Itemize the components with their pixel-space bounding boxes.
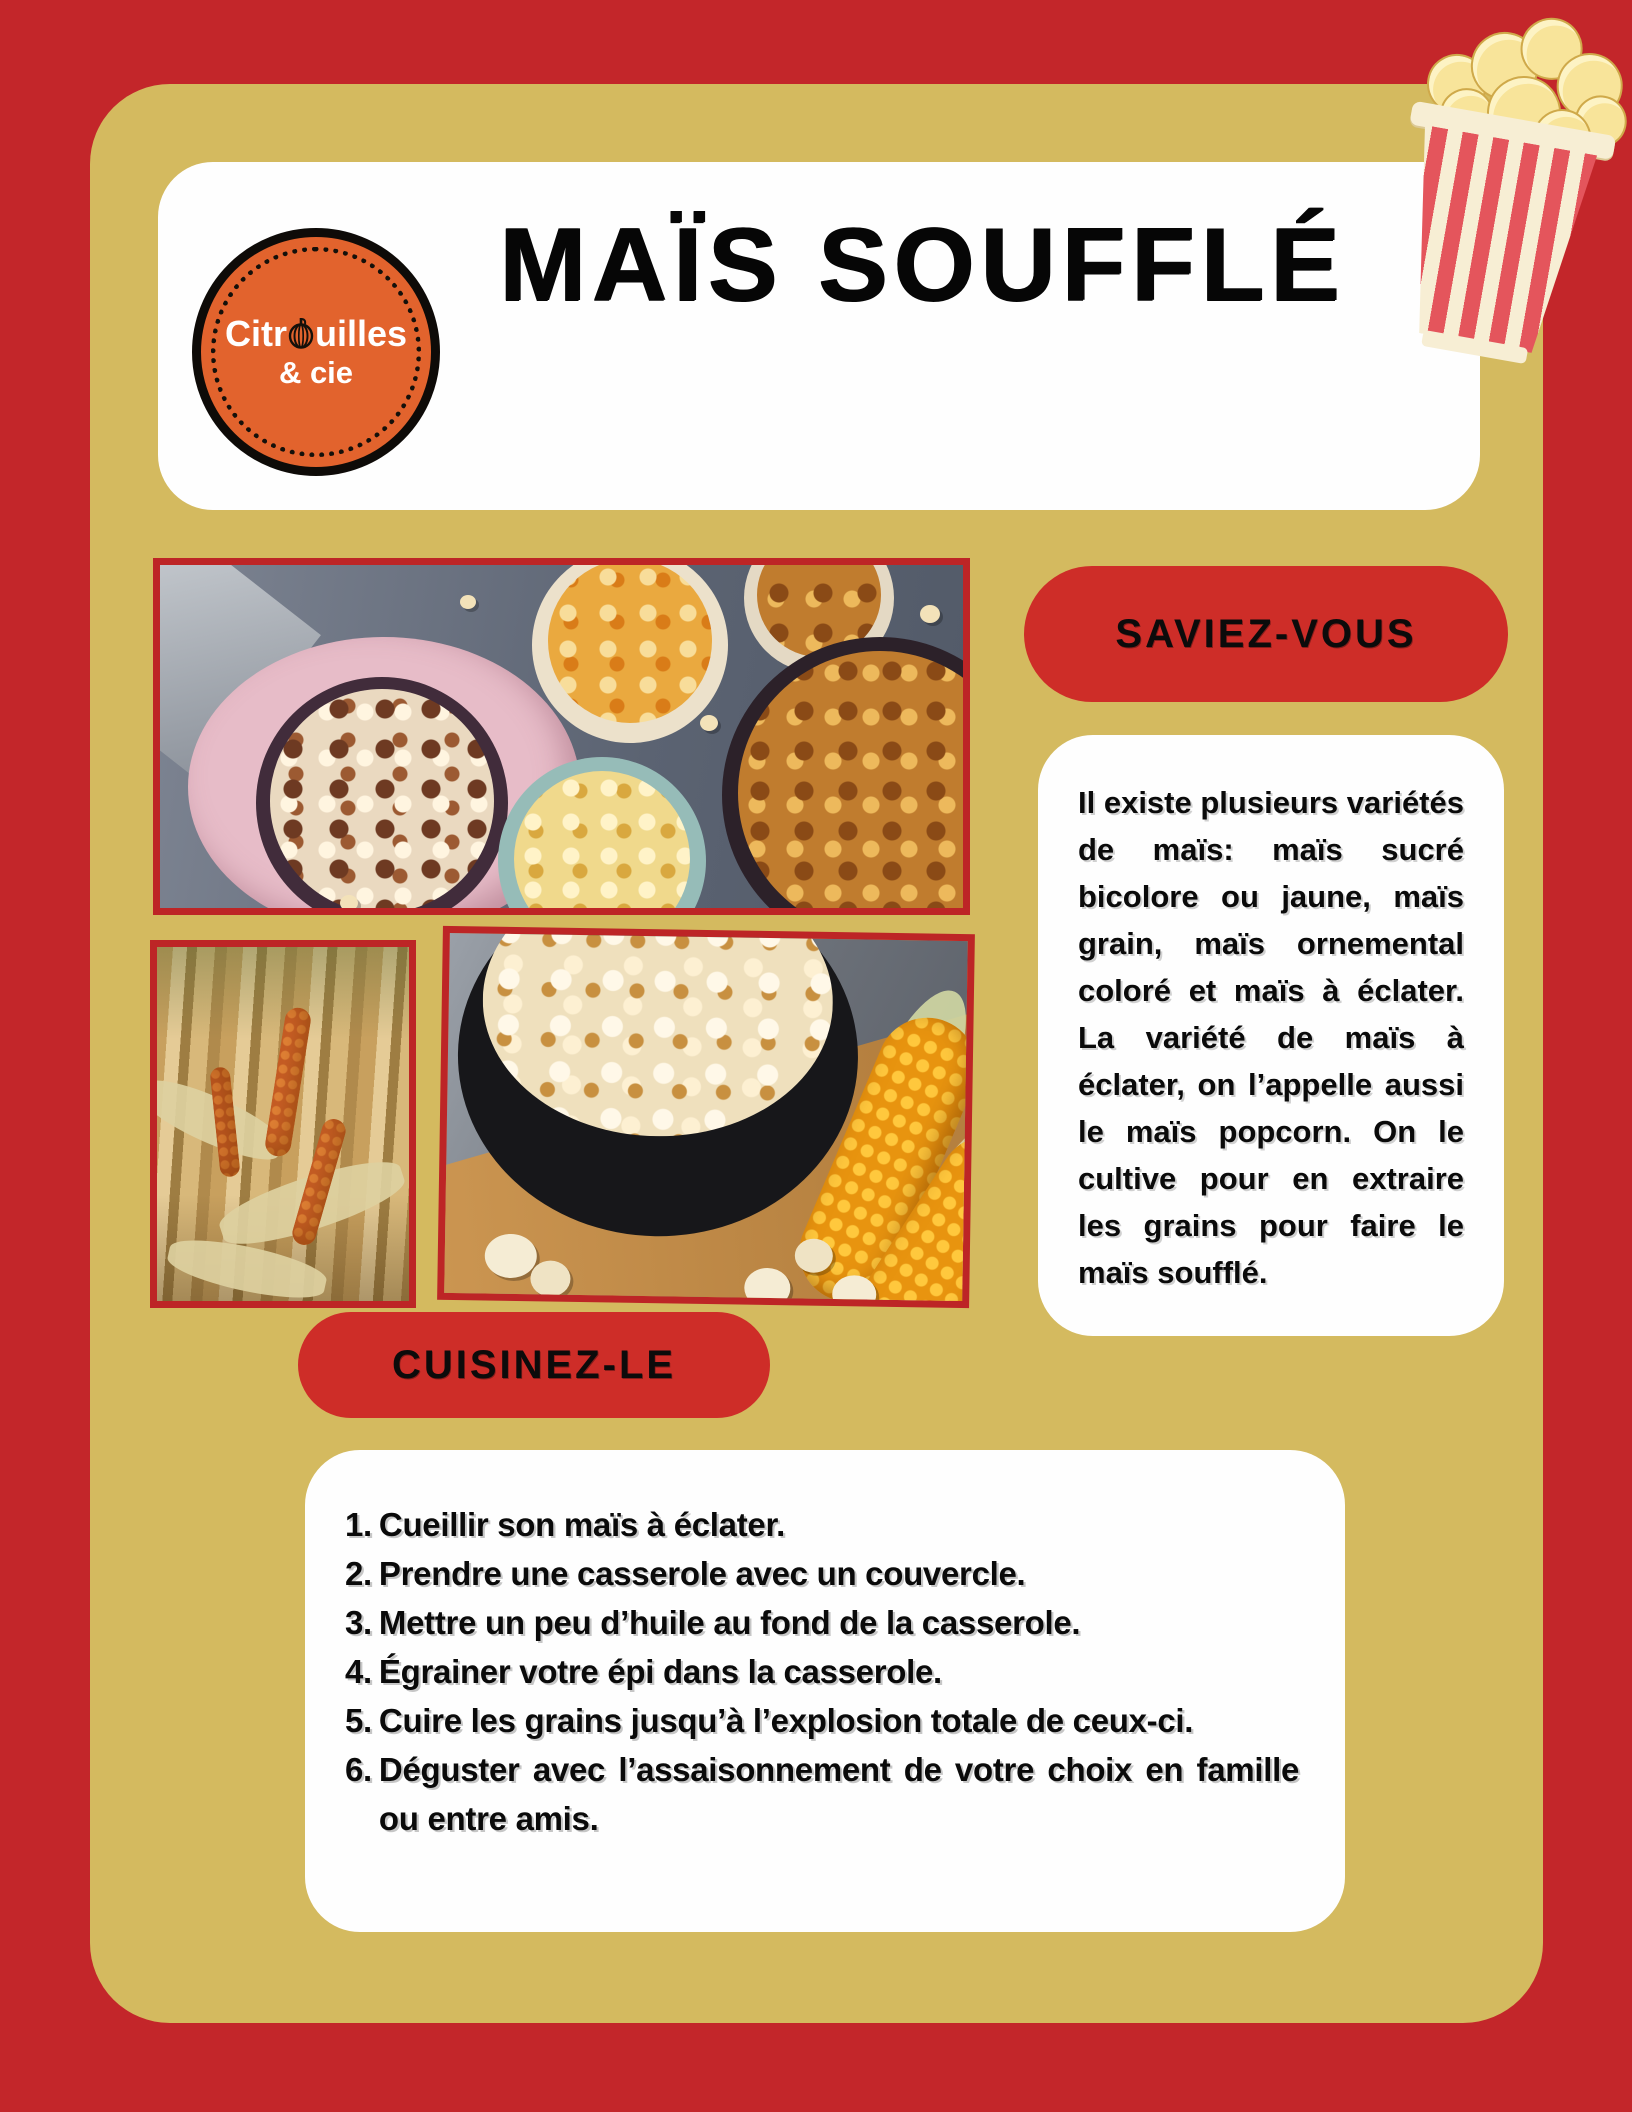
saviez-vous-label: SAVIEZ-VOUS xyxy=(1115,611,1417,656)
step-text: Cuire les grains jusqu’à l’explosion totale de ceux-ci. xyxy=(378,1702,1194,1739)
bucket-body xyxy=(1382,124,1605,360)
logo-line2: & cie xyxy=(278,354,354,390)
steps-card xyxy=(305,1450,1345,1932)
logo-text-pre: Citr xyxy=(224,313,287,355)
step-number: 1. xyxy=(345,1506,372,1543)
chocolate-popcorn xyxy=(270,689,494,913)
dried-corn-stalks-photo xyxy=(150,940,416,1308)
popcorn-pan-and-corn-cobs-photo xyxy=(437,926,975,1308)
cheese-popcorn xyxy=(548,559,712,723)
popcorn-piece xyxy=(744,1268,791,1309)
info-paragraph: Il existe plusieurs variétés de maïs: maïs sucré bicolore ou jaune, maïs grain, maïs ornemental coloré et maïs à éclater. La variété de maïs à éclater, on l’appelle aussi le maïs popcorn. On le cultive pour en extraire les grains pour faire le maïs soufflé. xyxy=(1078,785,1464,1290)
steps-list xyxy=(345,1500,1299,1843)
step-text: Déguster avec l’assaisonnement de votre choix en famille ou entre amis. xyxy=(378,1751,1299,1837)
step-item xyxy=(345,1549,1299,1598)
step-item xyxy=(345,1745,1299,1843)
corn-cob xyxy=(263,1006,312,1158)
citrouilles-logo xyxy=(192,228,440,476)
info-card xyxy=(1038,735,1504,1336)
step-item xyxy=(345,1500,1299,1549)
popcorn-crumb xyxy=(460,595,476,609)
cuisinez-le-label: CUISINEZ-LE xyxy=(391,1342,677,1387)
logo-text xyxy=(201,237,431,467)
step-item xyxy=(345,1696,1299,1745)
popcorn-bowls-photo xyxy=(153,558,970,915)
step-text: Cueillir son maïs à éclater. xyxy=(378,1506,786,1543)
step-number: 2. xyxy=(345,1555,372,1592)
page-title: MAÏS SOUFFLÉ xyxy=(498,207,1346,323)
step-number: 4. xyxy=(345,1653,372,1690)
cuisinez-le-heading xyxy=(298,1312,770,1418)
step-number: 6. xyxy=(345,1751,372,1788)
pumpkin-icon xyxy=(288,317,314,349)
saviez-vous-heading xyxy=(1024,566,1508,702)
step-number: 5. xyxy=(345,1702,372,1739)
step-text: Égrainer votre épi dans la casserole. xyxy=(378,1653,942,1690)
step-number: 3. xyxy=(345,1604,372,1641)
popcorn-crumb xyxy=(340,895,358,911)
popcorn-crumb xyxy=(700,715,718,731)
logo-line1 xyxy=(225,313,407,354)
step-text: Mettre un peu d’huile au fond de la casserole. xyxy=(378,1604,1081,1641)
step-item xyxy=(345,1647,1299,1696)
popcorn-bucket-illustration xyxy=(1363,0,1632,378)
logo-text-post: uilles xyxy=(314,313,408,355)
step-text: Prendre une casserole avec un couvercle. xyxy=(378,1555,1026,1592)
popcorn-crumb xyxy=(920,605,940,623)
step-item xyxy=(345,1598,1299,1647)
